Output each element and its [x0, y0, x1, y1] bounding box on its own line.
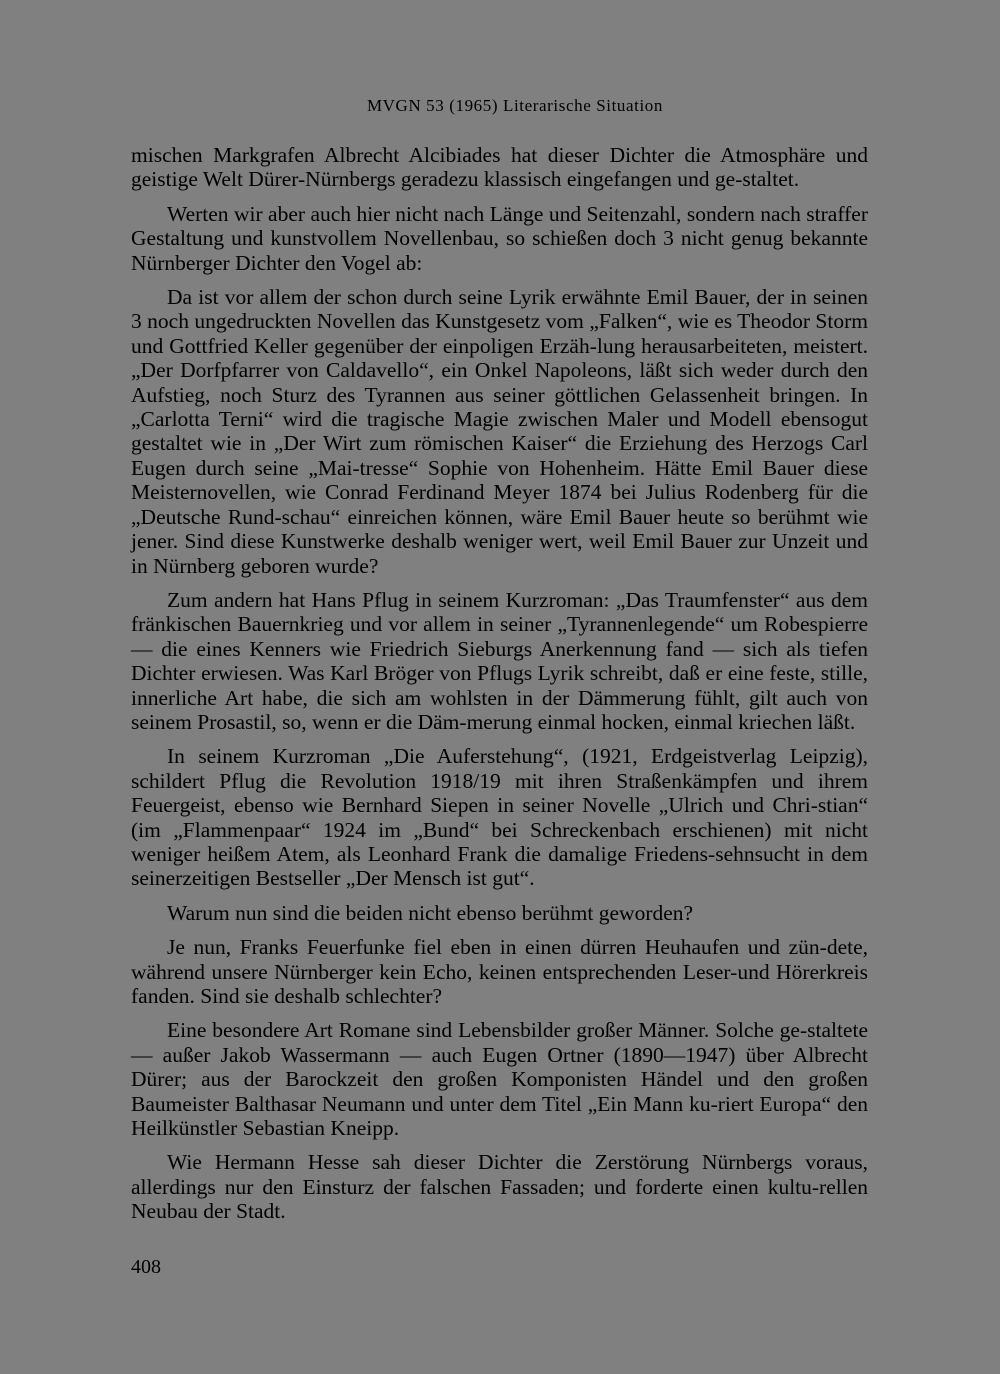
body-text — [131, 143, 868, 1234]
paragraph-7: Je nun, Franks Feuerfunke fiel eben in einen dürren Heuhaufen und zün-dete, während unsere Nürnberger kein Echo, keinen entsprechenden Leser-und Hörerkreis fanden. Sind sie deshalb schlechter? — [131, 935, 868, 1008]
page-number: 408 — [131, 1256, 161, 1278]
paragraph-2: Werten wir aber auch hier nicht nach Länge und Seitenzahl, sondern nach straffer Gestaltung und kunstvollem Novellenbau, so schießen doch 3 nicht genug bekannte Nürnberger Dichter den Vogel ab: — [131, 201, 868, 275]
paragraph-1: mischen Markgrafen Albrecht Alcibiades hat dieser Dichter die Atmosphäre und geistige Welt Dürer-Nürnbergs geradezu klassisch eingefangen und ge-staltet. — [131, 143, 868, 192]
running-head: MVGN 53 (1965) Literarische Situation — [366, 96, 664, 115]
paragraph-5: In seinem Kurzroman „Die Auferstehung“, (1921, Erdgeistverlag Leipzig), schildert Pflug die Revolution 1918/19 mit ihren Straßenkämpfen und ihrem Feuergeist, ebenso wie Bernhard Siepen in seiner Novelle „Ulrich und Chri-stian“ (im „Flammenpaar“ 1924 im „Bund“ bei Schreckenbach erschienen) mit nicht weniger heißem Atem, als Leonhard Frank die damalige Friedens-sehnsucht in dem seinerzeitigen Bestseller „Der Mensch ist gut“. — [131, 744, 868, 891]
paragraph-4: Zum andern hat Hans Pflug in seinem Kurzroman: „Das Traumfenster“ aus dem fränkischen Bauernkrieg und vor allem in seiner „Tyrannenlegende“ um Robespierre — die eines Kenners wie Friedrich Sieburgs Anerkennung fand — sich als tiefen Dichter erwiesen. Was Karl Bröger von Pflugs Lyrik schreibt, daß er eine feste, stille, innerliche Art habe, die sich am wohlsten in der Dämmerung fühlt, gilt auch von seinem Prosastil, so, wenn er die Däm-merung einmal hocken, einmal kriechen läßt. — [131, 587, 868, 734]
paragraph-6: Warum nun sind die beiden nicht ebenso berühmt geworden? — [167, 900, 694, 925]
paragraph-9: Wie Hermann Hesse sah dieser Dichter die Zerstörung Nürnbergs voraus, allerdings nur den Einsturz der falschen Fassaden; und forderte einen kultu-rellen Neubau der Stadt. — [131, 1150, 868, 1224]
paragraph-8: Eine besondere Art Romane sind Lebensbilder großer Männer. Solche ge-staltete — außer Jakob Wassermann — auch Eugen Ortner (1890—1947) über Albrecht Dürer; aus der Barockzeit den großen Komponisten Händel und den großen Baumeister Balthasar Neumann und unter dem Titel „Ein Mann ku-riert Europa“ den Heilkünstler Sebastian Kneipp. — [131, 1018, 868, 1141]
paragraph-3: Da ist vor allem der schon durch seine Lyrik erwähnte Emil Bauer, der in seinen 3 noch ungedruckten Novellen das Kunstgesetz vom „Falken“, wie es Theodor Storm und Gottfried Keller gegenüber der einpoligen Erzäh-lung herausarbeiteten, meistert. „Der Dorfpfarrer von Caldavello“, ein Onkel Napoleons, läßt sich weder durch den Aufstieg, noch Sturz des Tyrannen aus seiner göttlichen Gelassenheit bringen. In „Carlotta Terni“ wird die tragische Magie zwischen Maler und Modell ebensogut gestaltet wie in „Der Wirt zum römischen Kaiser“ die Erziehung des Herzogs Carl Eugen durch seine „Mai-tresse“ Sophie von Hohenheim. Hätte Emil Bauer diese Meisternovellen, wie Conrad Ferdinand Meyer 1874 bei Julius Rodenberg für die „Deutsche Rund-schau“ einreichen können, wäre Emil Bauer heute so berühmt wie jener. Sind diese Kunstwerke deshalb weniger wert, weil Emil Bauer zur Unzeit und in Nürnberg geboren wurde? — [131, 285, 868, 578]
